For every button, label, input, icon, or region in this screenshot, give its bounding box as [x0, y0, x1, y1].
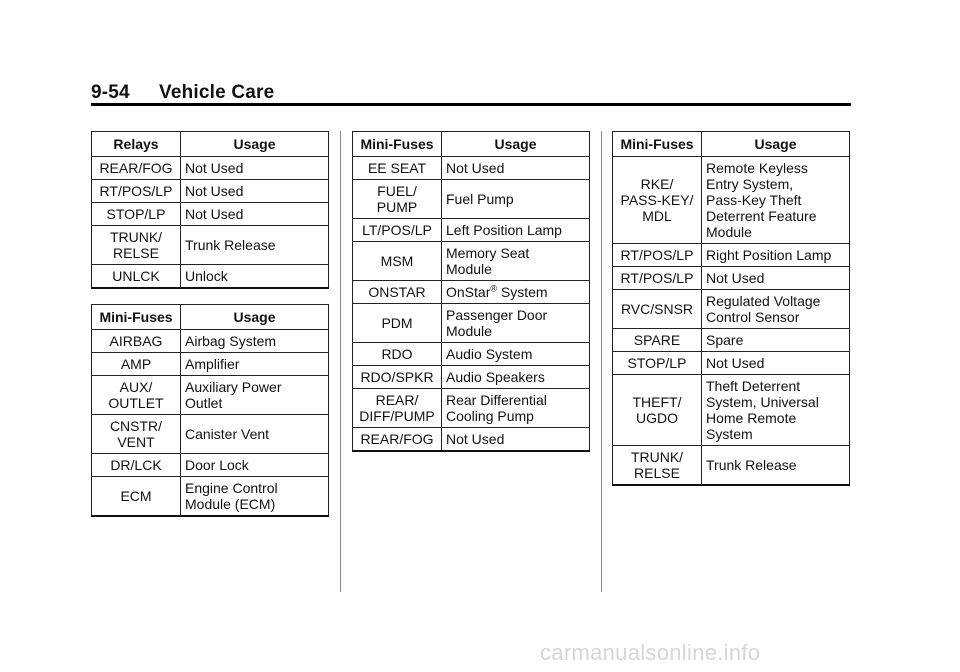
usage-cell: Door Lock [181, 454, 329, 477]
fuse-name-cell: RDO/SPKR [353, 366, 442, 389]
fuse-name-cell: ECM [92, 477, 181, 517]
fuse-name-cell: UNLCK [92, 265, 181, 289]
fuse-name-cell: AIRBAG [92, 330, 181, 353]
fuse-name-cell: REAR/ DIFF/PUMP [353, 389, 442, 428]
table-header-row [613, 132, 850, 157]
fuse-name-cell: REAR/FOG [92, 157, 181, 180]
fuse-name-cell: EE SEAT [353, 157, 442, 180]
table-row [613, 375, 850, 446]
table-row [353, 366, 590, 389]
relays-table [91, 131, 329, 289]
fuse-name-cell: CNSTR/ VENT [92, 415, 181, 454]
usage-cell: Trunk Release [702, 446, 850, 486]
table-header-row [353, 132, 590, 157]
usage-cell: Audio System [442, 343, 590, 366]
column-header-usage: Usage [181, 305, 329, 330]
table-row [92, 477, 329, 517]
fuse-name-cell: DR/LCK [92, 454, 181, 477]
column-divider [340, 131, 341, 592]
column-header-usage: Usage [181, 132, 329, 157]
usage-cell: Canister Vent [181, 415, 329, 454]
usage-cell: Not Used [702, 352, 850, 375]
table-header-row [92, 305, 329, 330]
fuse-name-cell: ONSTAR [353, 281, 442, 304]
fuse-name-cell: MSM [353, 242, 442, 281]
fuse-name-cell: AUX/ OUTLET [92, 376, 181, 415]
usage-cell: Unlock [181, 265, 329, 289]
section-title: Vehicle Care [159, 82, 275, 103]
usage-cell: Engine Control Module (ECM) [181, 477, 329, 517]
table-row [613, 244, 850, 267]
usage-cell: Not Used [181, 180, 329, 203]
table-row [613, 352, 850, 375]
table-row [353, 242, 590, 281]
usage-cell: Rear Differential Cooling Pump [442, 389, 590, 428]
mini-fuses-table [352, 131, 590, 452]
table-row [92, 265, 329, 289]
fuse-name-cell: REAR/FOG [353, 428, 442, 452]
table-row [92, 330, 329, 353]
fuse-name-cell: RT/POS/LP [613, 267, 702, 290]
fuse-name-cell: FUEL/ PUMP [353, 180, 442, 219]
table-row [353, 389, 590, 428]
usage-cell: Theft Deterrent System, Universal Home Remote System [702, 375, 850, 446]
usage-cell: Memory Seat Module [442, 242, 590, 281]
usage-cell: Passenger Door Module [442, 304, 590, 343]
table-row [92, 157, 329, 180]
table-row [353, 428, 590, 452]
fuse-name-cell: THEFT/ UGDO [613, 375, 702, 446]
mini-fuses-table [612, 131, 850, 486]
column-header-usage: Usage [442, 132, 590, 157]
table-header-row [92, 132, 329, 157]
fuse-name-cell: SPARE [613, 329, 702, 352]
column-header-fuse: Mini-Fuses [353, 132, 442, 157]
table-row [353, 180, 590, 219]
usage-cell: Left Position Lamp [442, 219, 590, 242]
table-row [353, 157, 590, 180]
usage-cell: Right Position Lamp [702, 244, 850, 267]
usage-cell: Auxiliary Power Outlet [181, 376, 329, 415]
usage-cell: OnStar® System [442, 281, 590, 304]
usage-cell: Airbag System [181, 330, 329, 353]
usage-cell: Not Used [181, 157, 329, 180]
column-divider [601, 131, 602, 592]
table-row [92, 180, 329, 203]
fuse-name-cell: TRUNK/ RELSE [92, 226, 181, 265]
fuse-name-cell: RKE/ PASS-KEY/ MDL [613, 157, 702, 244]
table-row [92, 226, 329, 265]
fuse-name-cell: RDO [353, 343, 442, 366]
table-row [353, 343, 590, 366]
usage-cell: Audio Speakers [442, 366, 590, 389]
table-row [613, 157, 850, 244]
table-row [92, 203, 329, 226]
table-row [613, 446, 850, 486]
usage-cell: Remote Keyless Entry System, Pass-Key Theft Deterrent Feature Module [702, 157, 850, 244]
fuse-name-cell: LT/POS/LP [353, 219, 442, 242]
page-header [91, 82, 851, 104]
table-row [92, 415, 329, 454]
page-number: 9-54 [91, 82, 130, 103]
fuse-name-cell: TRUNK/ RELSE [613, 446, 702, 486]
table-row [353, 304, 590, 343]
table-row [353, 219, 590, 242]
usage-cell: Not Used [442, 428, 590, 452]
table-row [613, 329, 850, 352]
usage-cell: Not Used [702, 267, 850, 290]
usage-cell: Not Used [181, 203, 329, 226]
table-row [613, 267, 850, 290]
fuse-name-cell: AMP [92, 353, 181, 376]
usage-cell: Trunk Release [181, 226, 329, 265]
column-header-fuse: Relays [92, 132, 181, 157]
mini-fuses-table [91, 304, 329, 517]
fuse-name-cell: RT/POS/LP [613, 244, 702, 267]
page-title [91, 82, 851, 104]
usage-cell: Spare [702, 329, 850, 352]
fuse-name-cell: RVC/SNSR [613, 290, 702, 329]
column-header-usage: Usage [702, 132, 850, 157]
fuse-name-cell: STOP/LP [92, 203, 181, 226]
fuse-name-cell: RT/POS/LP [92, 180, 181, 203]
column-header-fuse: Mini-Fuses [92, 305, 181, 330]
table-row [92, 454, 329, 477]
table-row [353, 281, 590, 304]
table-row [613, 290, 850, 329]
fuse-name-cell: PDM [353, 304, 442, 343]
header-rule [91, 103, 851, 106]
usage-cell: Fuel Pump [442, 180, 590, 219]
fuse-name-cell: STOP/LP [613, 352, 702, 375]
table-row [92, 376, 329, 415]
watermark: carmanualsonline.info [540, 640, 761, 665]
table-row [92, 353, 329, 376]
column-header-fuse: Mini-Fuses [613, 132, 702, 157]
usage-cell: Amplifier [181, 353, 329, 376]
usage-cell: Regulated Voltage Control Sensor [702, 290, 850, 329]
usage-cell: Not Used [442, 157, 590, 180]
